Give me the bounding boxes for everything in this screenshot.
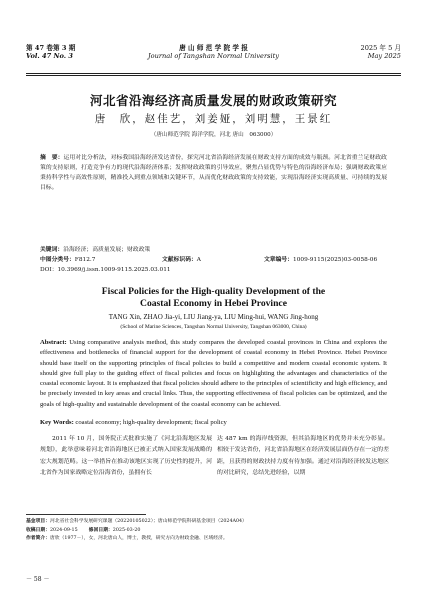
article-no-label: 文章编号： [264,257,293,263]
title-en-text: Fiscal Policies for the High-quality Development of the Coastal Economy in Hebei Province [101,286,326,309]
header-date [361,44,401,60]
running-header [26,44,401,70]
received-date: 2024-09-15 [50,527,78,533]
abstract-en-text: Using comparative analysis method, this study compares the developed coastal provinces in China and explores the effectiveness and bottlenecks of financial support for the development of coastal economy in Hebei Province. Hebei Province should base itself on the supporting principles of fiscal policies to build a competitive and modern coastal economic system. It should give full play to the guiding effect of fiscal policies and focus on highlighting the advantages and characteristics of the coastal economic layout. It is emphasized that fiscal policies should adhere to the principles of scientificity and high efficiency, and be precisely invested in key areas and crucial links. Thus, the supporting effectiveness of fiscal policies can be optimized, and the goals of high-quality and sustainable development of the coastal economy can be achieved. [40,339,388,408]
header-journal [26,44,401,60]
abstract-cn-text: 运用对比分析法，对标我国沿海经济发达省份，探究河北省沿海经济发展在财政支持方面的成效与瓶颈。河北省重兰足财政政策的支持原则，打造竞争有力的现代沿海经济体系；发挥财政政策的引导效应，聚焦凸显优势与特色的沿海经济布局；强调财政政策应秉持科学性与高效性原则，精准投入到重点领域和关键环节，从而优化财政政策的支持效能，实现沿海经济实现高质量、可持续的发展目标。 [40,155,387,191]
footnotes [26,518,401,544]
keywords-en-text: coastal economy; high-quality development; fiscal policy [75,419,227,426]
keywords-en [40,419,387,426]
abstract-en-label: Abstract: [40,339,67,346]
footnote-rule [26,514,146,515]
keywords-cn-label: 关键词： [40,247,64,253]
author-bio-line [26,535,401,544]
date-en: May 2025 [367,52,401,60]
journal-cn: 唐 山 师 范 学 院 学 报 [179,44,248,52]
body-right-column: 达 487 km 的海岸线资源，但其沿海地区的优势并未充分彰显。相较于发达省份，河北省沿海地区在经济发展层面仍存在一定的差距，且获得的财政扶持力度有待加强。通过对沿海经济较发达地区的对比研究，总结先进经验，以期 [217,436,389,477]
received-label: 收稿日期： [26,527,50,533]
journal-en: Journal of Tangshan Normal University [148,52,279,60]
authors-en: TANG Xin, ZHAO Jia-yi, LIU Jiang-ya, LIU Ming-hui, WANG Jing-hong [108,313,319,321]
volume-en: Vol. 47 No. 3 [26,52,73,60]
fund-line [26,518,401,527]
revised-label: 修回日期： [88,527,113,533]
keywords-cn-text: 沿海经济；高质量发展；财政政策 [63,247,151,253]
doi: DOI：10.3969/j.issn.1009-9115.2025.03.011 [40,266,171,273]
keywords-cn [40,245,387,255]
authors-cn: 唐 欣，赵佳艺，刘姜娅，刘明慧，王景红 [94,113,333,125]
volume-cn: 第 47 卷第 3 期 [26,44,76,52]
affiliation-cn: （唐山师范学院 海洋学院，河北 唐山 063000） [150,132,277,138]
affiliation-en: (School of Marine Sciences, Tangshan Normal University, Tangshan 063000, China) [120,324,307,330]
abstract-cn-label: 摘 要： [40,155,64,161]
article-meta [40,256,387,275]
author-bio-label: 作者简介： [26,536,50,542]
article-no-value: 1009-9115(2025)03-0058-06 [293,257,378,263]
doc-code-value: A [196,257,201,263]
header-rule-top [26,73,401,74]
author-bio-text: 唐欣（1977－），女，河北唐山人，博士，教授，研究方向为财政金融、区域经济。 [50,536,228,542]
dates-line [26,527,401,536]
date-cn: 2025 年 5 月 [360,44,401,52]
fund-text: 河北省社会科学发展研究课题（20220105022）；唐山师范学院科研基金项目（2024A04） [50,519,247,524]
doc-code-label: 文献标识码： [162,257,197,263]
abstract-cn [40,153,387,193]
page-number: － 58 － [26,576,50,583]
title-en [0,286,427,310]
keywords-en-label: Key Words: [40,419,74,426]
body-left-column: 2011 年 10 月，国务院正式批准实施了《河北沿海地区发展规划》，此举意味着河北省沿海地区已被正式纳入国家发展战略的宏大规划范畴。这一举措旨在推动该地区实现了历史性的提升，河北省作为国家战略定位沿海省份，虽拥有长 [40,436,212,477]
abstract-en [40,338,387,410]
title-cn: 河北省沿海经济高质量发展的财政政策研究 [89,93,337,108]
header-rule-bottom [26,75,401,76]
clc-value: F812.7 [74,257,96,263]
revised-date: 2025-03-20 [112,527,141,533]
fund-label: 基金项目： [26,519,50,524]
clc-label: 中图分类号： [40,257,75,263]
